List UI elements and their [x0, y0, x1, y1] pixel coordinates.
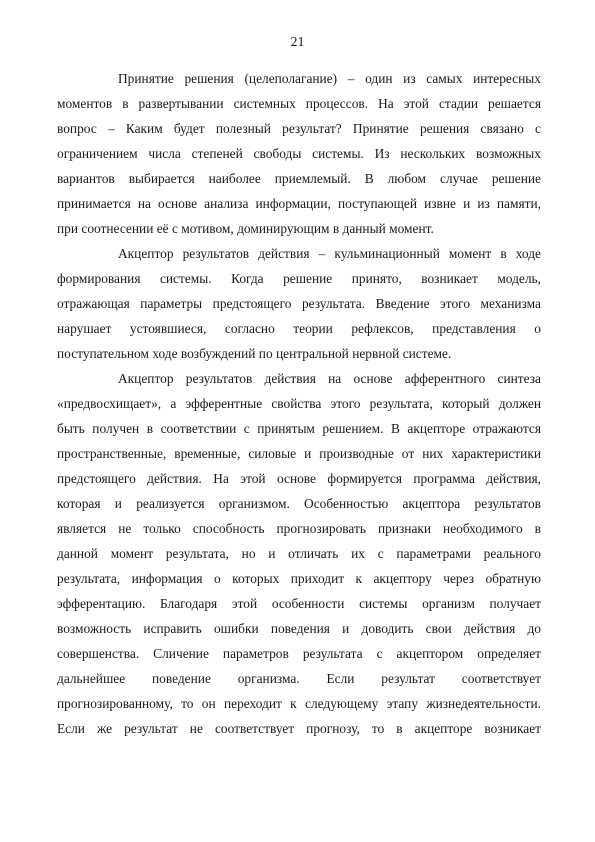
- paragraph-1-line-1: Принятие решения (целеполагание) – один из самых интересных: [118, 71, 541, 86]
- paragraph-1-line-4: ограничением числа степеней свободы системы. Из нескольких возможных: [57, 146, 541, 161]
- paragraph-2-line-4: нарушает устоявшиеся, согласно теории рефлексов, представления о: [57, 321, 541, 336]
- paragraph-1-line-2: моментов в развертывании системных процессов. На этой стадии решается: [57, 96, 541, 111]
- paragraph-3-line-3: быть получен в соответствии с принятым решением. В акцепторе отражаются: [57, 421, 541, 436]
- paragraph-3-line-8: данной момент результата, но и отличать их с параметрами реального: [57, 546, 541, 561]
- paragraph-3-line-7: является не только способность прогнозировать признаки необходимого в: [57, 521, 541, 536]
- paragraph-1-line-5: вариантов выбирается наиболее приемлемый. В любом случае решение: [57, 171, 541, 186]
- paragraph-2-line-2: формирования системы. Когда решение принято, возникает модель,: [57, 271, 541, 286]
- paragraph-3-line-10: эфферентацию. Благодаря этой особенности системы организм получает: [57, 596, 541, 611]
- paragraph-3-line-2: «предвосхищает», а эфферентные свойства этого результата, который должен: [57, 396, 541, 411]
- page-number: 21: [290, 35, 305, 50]
- document-body: [57, 66, 541, 741]
- paragraph-3-line-1: Акцептор результатов действия на основе афферентного синтеза: [118, 371, 541, 386]
- paragraph-2-line-1: Акцептор результатов действия – кульминационный момент в ходе: [118, 246, 541, 261]
- paragraph-1-line-7: при соотнесении её с мотивом, доминирующим в данный момент.: [57, 221, 434, 236]
- paragraph-3-line-15: Если же результат не соответствует прогнозу, то в акцепторе возникает: [57, 721, 541, 736]
- paragraph-3-line-4: пространственные, временные, силовые и производные от них характеристики: [57, 446, 541, 461]
- paragraph-3-line-14: прогнозированному, то он переходит к следующему этапу жизнедеятельности.: [57, 696, 541, 711]
- paragraph-3-line-13: дальнейшее поведение организма. Если результат соответствует: [57, 671, 541, 686]
- paragraph-3-line-9: результата, информация о которых приходит к акцептору через обратную: [57, 571, 541, 586]
- paragraph-2-line-3: отражающая параметры предстоящего результата. Введение этого механизма: [57, 296, 541, 311]
- paragraph-1-line-3: вопрос – Каким будет полезный результат? Принятие решения связано с: [57, 121, 541, 136]
- paragraph-2-line-5: поступательном ходе возбуждений по центральной нервной системе.: [57, 346, 452, 361]
- paragraph-3-line-12: совершенства. Сличение параметров результата с акцептором определяет: [57, 646, 541, 661]
- paragraph-1-line-6: принимается на основе анализа информации, поступающей извне и из памяти,: [57, 196, 541, 211]
- paragraph-3-line-6: которая и реализуется организмом. Особенностью акцептора результатов: [57, 496, 541, 511]
- paragraph-3-line-11: возможность исправить ошибки поведения и доводить свои действия до: [57, 621, 541, 636]
- paragraph-3-line-5: предстоящего действия. На этой основе формируется программа действия,: [57, 471, 541, 486]
